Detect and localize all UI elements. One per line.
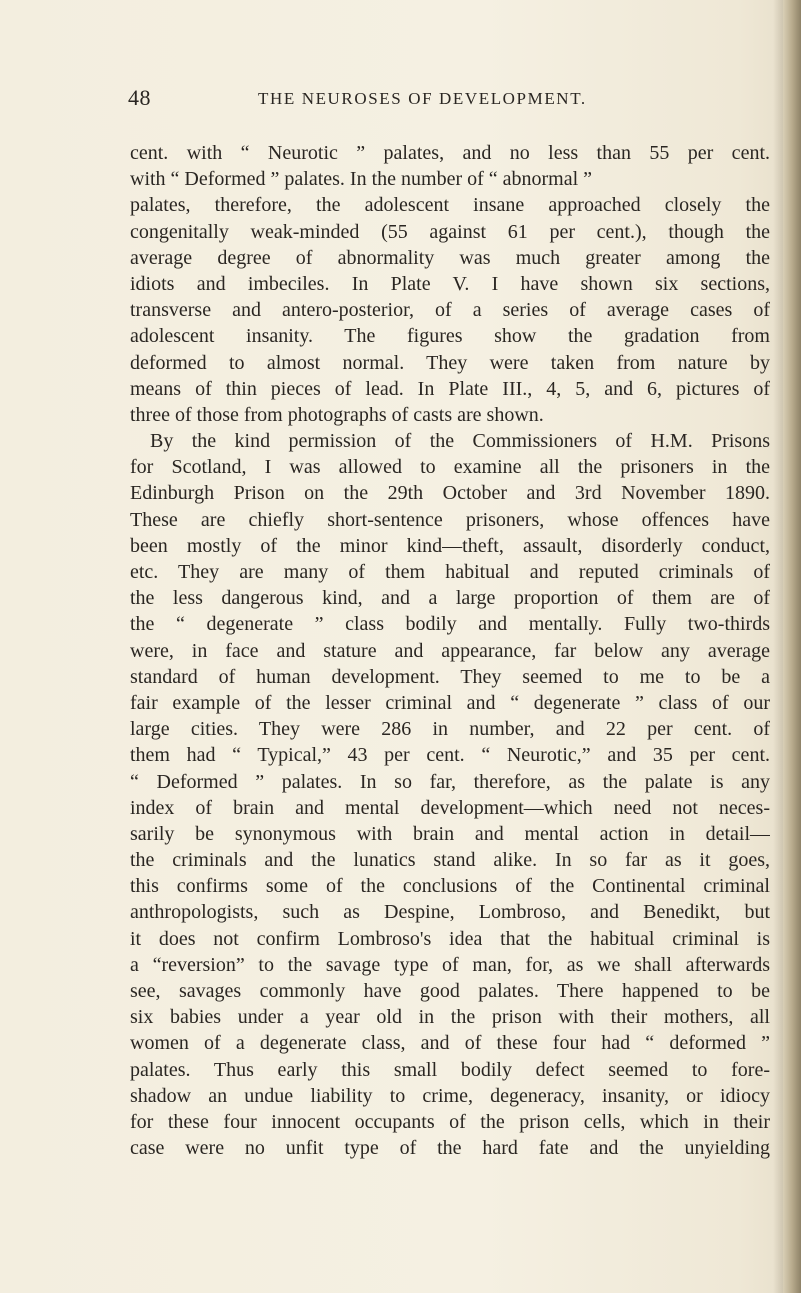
- text-line: Edinburgh Prison on the 29th October and 3rd November 1890.: [130, 482, 770, 505]
- text-line: been mostly of the minor kind—theft, assault, disorderly conduct,: [130, 534, 770, 557]
- book-binding-edge: [783, 0, 801, 1293]
- text-line: with “ Deformed ” palates. In the number of “ abnormal ”: [130, 168, 593, 191]
- text-line: this confirms some of the conclusions of the Continental criminal: [130, 875, 770, 898]
- text-line: women of a degenerate class, and of these four had “ deformed ”: [130, 1032, 770, 1055]
- text-line: large cities. They were 286 in number, and 22 per cent. of: [130, 718, 770, 741]
- text-line: idiots and imbeciles. In Plate V. I have shown six sections,: [130, 272, 770, 295]
- text-line: sarily be synonymous with brain and mental action in detail—: [130, 822, 770, 845]
- text-line: means of thin pieces of lead. In Plate III., 4, 5, and 6, pictures of: [130, 377, 770, 400]
- text-line: average degree of abnormality was much greater among the: [130, 246, 770, 269]
- text-line: the less dangerous kind, and a large proportion of them are of: [130, 587, 770, 610]
- text-line: three of those from photographs of casts are shown.: [130, 403, 544, 426]
- text-line: were, in face and stature and appearance, far below any average: [130, 639, 770, 662]
- text-line: standard of human development. They seemed to me to be a: [130, 665, 770, 688]
- text-line: adolescent insanity. The figures show the gradation from: [130, 325, 770, 348]
- text-line: palates. Thus early this small bodily defect seemed to fore-: [130, 1058, 770, 1081]
- text-line: shadow an undue liability to crime, degeneracy, insanity, or idiocy: [130, 1084, 770, 1107]
- text-line: transverse and antero-posterior, of a series of average cases of: [130, 299, 770, 322]
- page-number: 48: [128, 85, 151, 110]
- text-line: see, savages commonly have good palates. There happened to be: [130, 980, 770, 1002]
- text-line: the criminals and the lunatics stand alike. In so far as it goes,: [130, 849, 770, 872]
- body-text: [130, 140, 770, 1161]
- text-line: fair example of the lesser criminal and “ degenerate ” class of our: [130, 691, 770, 714]
- text-line: a “reversion” to the savage type of man, for, as we shall afterwards: [130, 953, 770, 976]
- text-line: the “ degenerate ” class bodily and mentally. Fully two-thirds: [130, 613, 770, 636]
- text-line: deformed to almost normal. They were taken from nature by: [130, 351, 770, 374]
- text-line: By the kind permission of the Commissioners of H.M. Prisons: [150, 430, 770, 453]
- text-line: etc. They are many of them habitual and reputed criminals of: [130, 561, 770, 583]
- text-line: them had “ Typical,” 43 per cent. “ Neurotic,” and 35 per cent.: [130, 744, 770, 767]
- text-line: “ Deformed ” palates. In so far, therefore, as the palate is any: [130, 770, 770, 793]
- text-line: for Scotland, I was allowed to examine all the prisoners in the: [130, 456, 770, 479]
- text-line: index of brain and mental development—which need not neces-: [130, 796, 770, 819]
- text-line: six babies under a year old in the prison with their mothers, all: [130, 1006, 770, 1029]
- text-line: congenitally weak-minded (55 against 61 per cent.), though the: [130, 220, 770, 243]
- text-line: palates, therefore, the adolescent insane approached closely the: [130, 194, 770, 217]
- text-line: case were no unfit type of the hard fate and the unyielding: [130, 1137, 770, 1160]
- text-line: it does not confirm Lombroso's idea that the habitual criminal is: [130, 927, 770, 950]
- text-line: for these four innocent occupants of the prison cells, which in their: [130, 1110, 770, 1133]
- running-head: THE NEUROSES OF DEVELOPMENT.: [258, 89, 587, 108]
- text-line: cent. with “ Neurotic ” palates, and no less than 55 per cent.: [130, 142, 770, 164]
- text-line: anthropologists, such as Despine, Lombroso, and Benedikt, but: [130, 901, 770, 924]
- binding-shadow: [773, 0, 783, 1293]
- text-line: These are chiefly short-sentence prisoners, whose offences have: [130, 508, 770, 531]
- page-header: [128, 85, 648, 115]
